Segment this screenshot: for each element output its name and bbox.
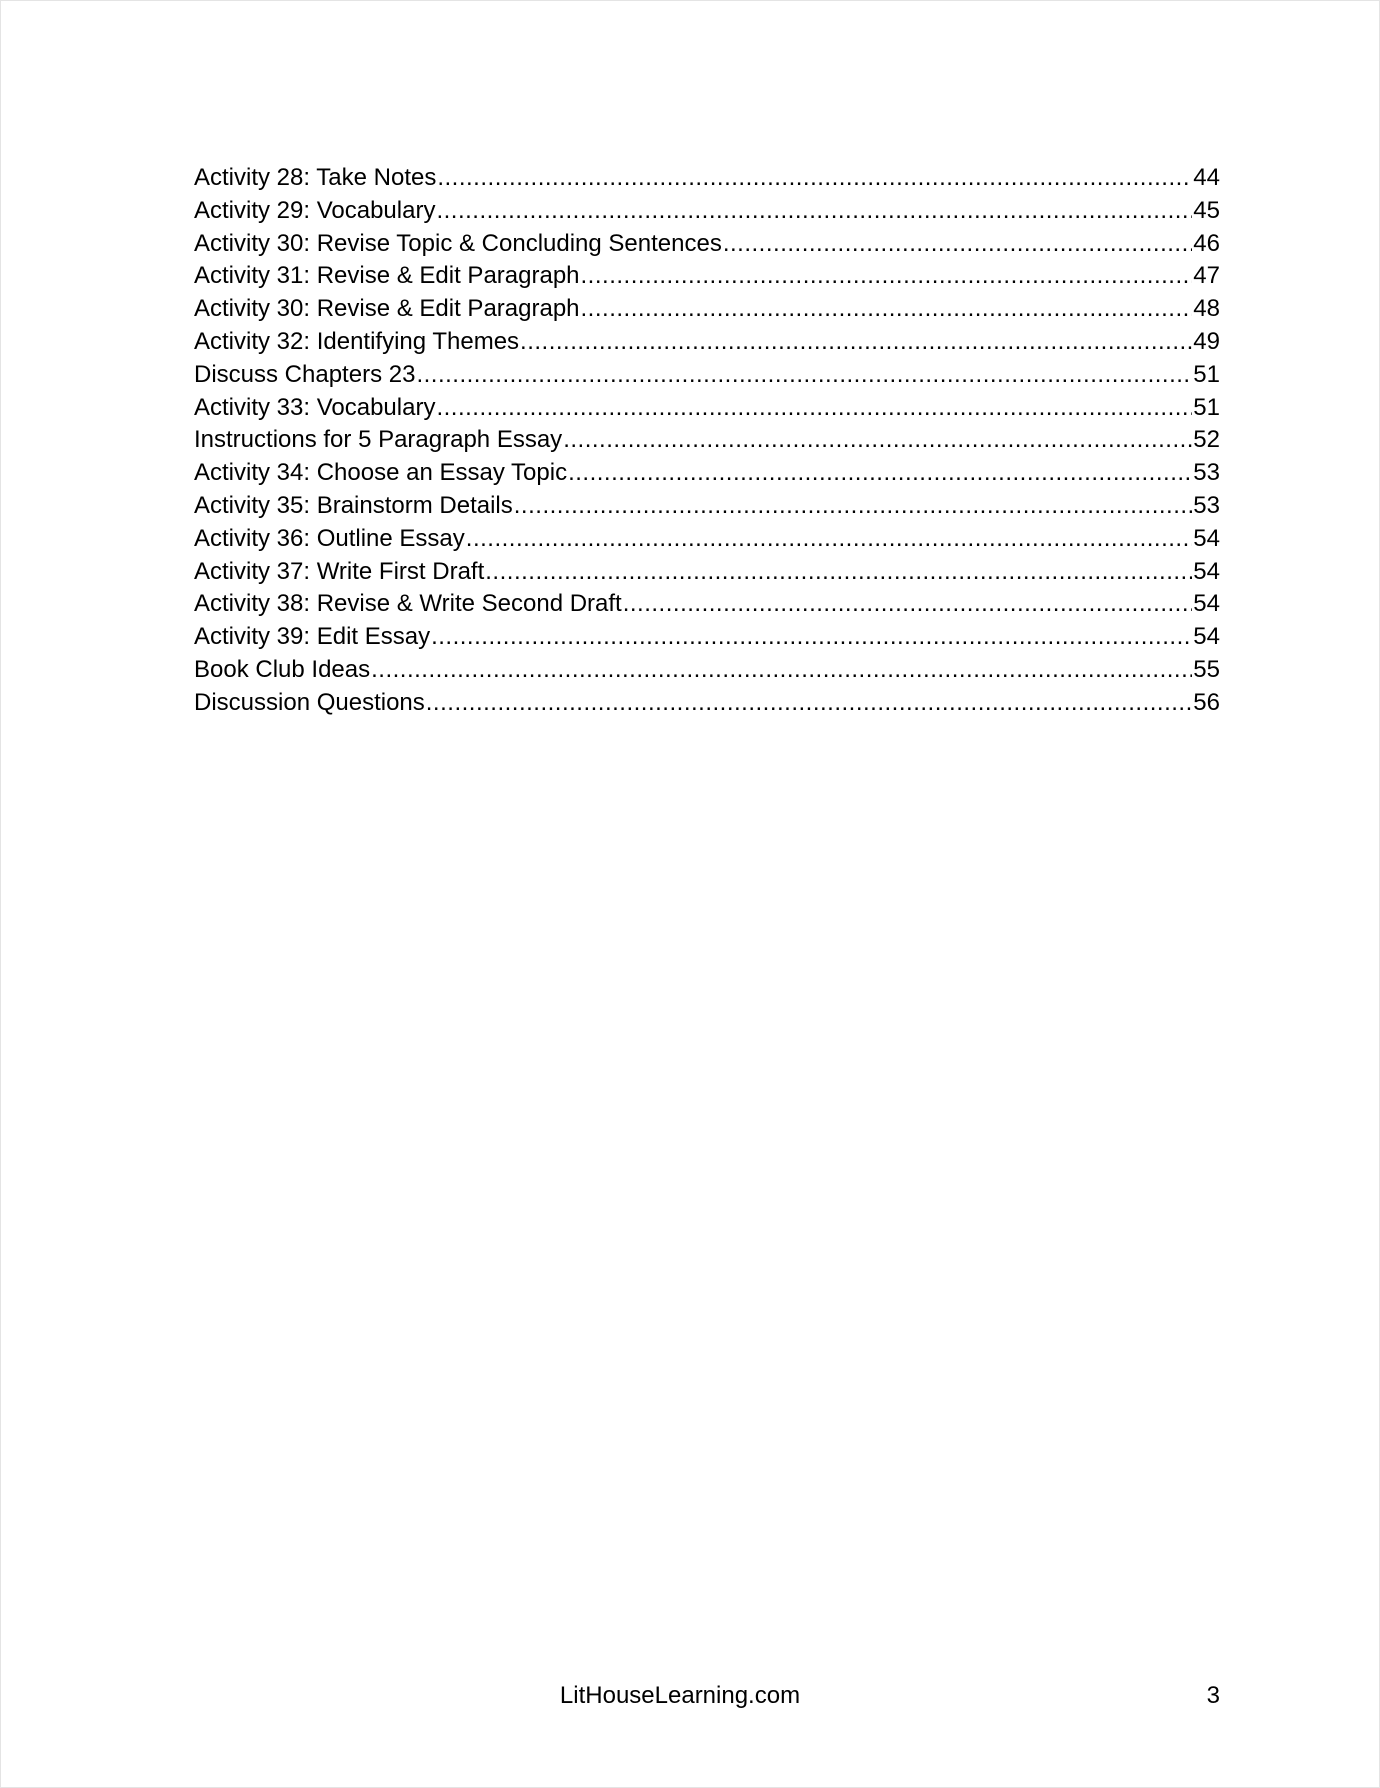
toc-dot-leader	[623, 588, 1193, 621]
toc-dot-leader	[514, 490, 1193, 523]
toc-dot-leader	[723, 228, 1192, 261]
toc-entry[interactable]	[194, 523, 1220, 556]
toc-entry-title: Instructions for 5 Paragraph Essay	[194, 426, 563, 454]
toc-entry-title: Activity 28: Take Notes	[194, 164, 437, 191]
toc-dot-leader	[563, 424, 1192, 457]
toc-entry-title: Activity 30: Revise & Edit Paragraph	[194, 295, 580, 323]
toc-entry-page: 49	[1193, 327, 1220, 355]
toc-entry[interactable]	[194, 457, 1220, 490]
footer-page-number: 3	[1206, 1682, 1220, 1709]
toc-dot-leader	[437, 162, 1192, 195]
toc-entry[interactable]	[194, 195, 1220, 228]
toc-entry-page: 53	[1193, 491, 1220, 519]
toc-entry-page: 52	[1193, 426, 1220, 454]
table-of-contents	[194, 162, 1220, 720]
toc-dot-leader	[581, 293, 1193, 326]
toc-dot-leader	[568, 457, 1192, 490]
toc-entry-page: 55	[1193, 655, 1220, 683]
toc-entry[interactable]	[194, 621, 1220, 654]
toc-dot-leader	[371, 654, 1192, 687]
toc-entry[interactable]	[194, 654, 1220, 687]
toc-entry-page: 54	[1193, 557, 1220, 585]
toc-dot-leader	[431, 621, 1192, 654]
toc-entry-title: Book Club Ideas	[194, 655, 371, 683]
toc-entry-page: 54	[1193, 590, 1220, 618]
toc-entry[interactable]	[194, 359, 1220, 392]
toc-entry[interactable]	[194, 162, 1220, 195]
toc-entry-page: 51	[1193, 393, 1220, 421]
toc-entry-title: Discuss Chapters 23	[194, 360, 416, 388]
toc-entry-page: 47	[1193, 262, 1220, 290]
toc-entry[interactable]	[194, 392, 1220, 425]
toc-entry-title: Activity 30: Revise Topic & Concluding Sentences	[194, 229, 722, 257]
toc-entry[interactable]	[194, 556, 1220, 589]
toc-entry-page: 45	[1193, 196, 1220, 224]
toc-entry-title: Discussion Questions	[194, 688, 425, 716]
toc-entry-page: 56	[1193, 688, 1220, 716]
toc-entry-title: Activity 33: Vocabulary	[194, 393, 436, 421]
toc-entry[interactable]	[194, 326, 1220, 359]
toc-entry-page: 51	[1193, 360, 1220, 388]
toc-dot-leader	[520, 326, 1192, 359]
toc-entry[interactable]	[194, 687, 1220, 720]
toc-entry[interactable]	[194, 588, 1220, 621]
toc-entry-title: Activity 32: Identifying Themes	[194, 327, 520, 355]
toc-entry-page: 54	[1193, 524, 1220, 552]
toc-entry-title: Activity 31: Revise & Edit Paragraph	[194, 262, 580, 290]
page-footer	[0, 1680, 1380, 1712]
toc-entry-title: Activity 38: Revise & Write Second Draft	[194, 590, 622, 618]
toc-entry-title: Activity 36: Outline Essay	[194, 524, 465, 552]
toc-entry-page: 53	[1193, 459, 1220, 487]
toc-entry-title: Activity 39: Edit Essay	[194, 623, 431, 651]
toc-dot-leader	[416, 359, 1192, 392]
toc-entry-page: 48	[1193, 295, 1220, 323]
toc-entry-title: Activity 37: Write First Draft	[194, 557, 485, 585]
toc-entry[interactable]	[194, 228, 1220, 261]
toc-entry[interactable]	[194, 424, 1220, 457]
toc-dot-leader	[436, 392, 1192, 425]
toc-entry-page: 44	[1193, 164, 1220, 191]
toc-entry-title: Activity 34: Choose an Essay Topic	[194, 459, 568, 487]
toc-entry-page: 46	[1193, 229, 1220, 257]
toc-dot-leader	[466, 523, 1193, 556]
footer-site-name: LitHouseLearning.com	[559, 1682, 801, 1709]
toc-dot-leader	[426, 687, 1193, 720]
toc-dot-leader	[436, 195, 1192, 228]
toc-entry-title: Activity 35: Brainstorm Details	[194, 491, 513, 519]
toc-entry-page: 54	[1193, 623, 1220, 651]
toc-entry-title: Activity 29: Vocabulary	[194, 196, 436, 224]
toc-dot-leader	[485, 556, 1192, 589]
toc-entry[interactable]	[194, 293, 1220, 326]
toc-entry[interactable]	[194, 260, 1220, 293]
toc-dot-leader	[581, 260, 1193, 293]
toc-entry[interactable]	[194, 490, 1220, 523]
